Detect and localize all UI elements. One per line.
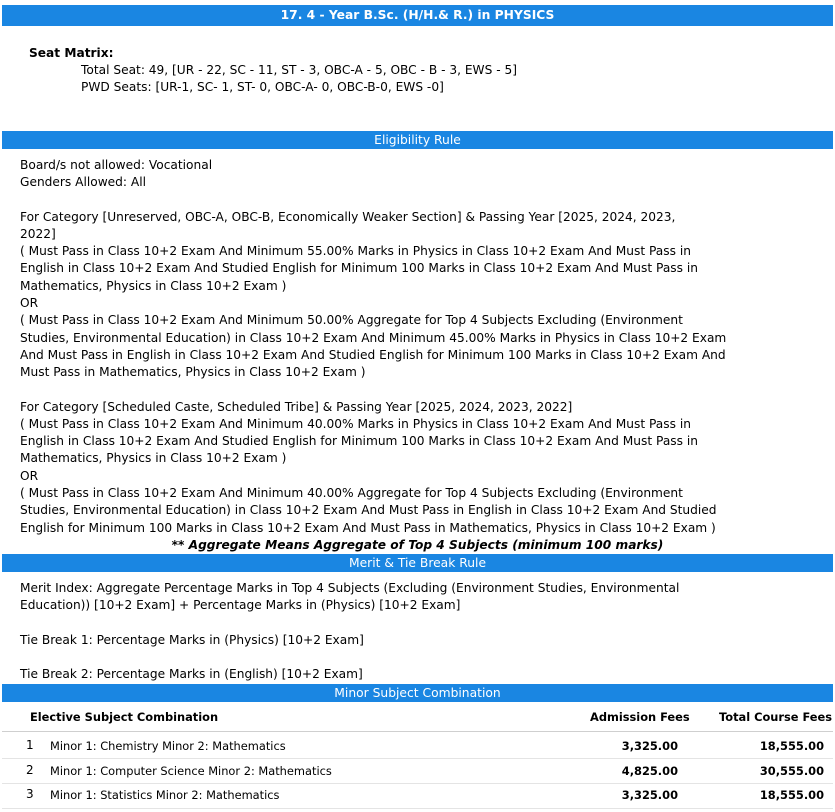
- eligibility-line: For Category [Scheduled Caste, Scheduled Tribe] & Passing Year [2025, 2024, 2023, 2022]: [20, 400, 573, 414]
- seat-matrix-total: Total Seat: 49, [UR - 22, SC - 11, ST - 3, OBC-A - 5, OBC - B - 3, EWS - 5]: [81, 63, 517, 77]
- merit-header: Merit & Tie Break Rule: [2, 554, 833, 572]
- table-header-divider: [2, 731, 833, 732]
- eligibility-line: Must Pass in Mathematics, Physics in Class 10+2 Exam ): [20, 365, 366, 379]
- seat-matrix-heading: Seat Matrix:: [29, 46, 114, 60]
- row-total-fee: 18,555.00: [759, 739, 824, 753]
- row-number: 1: [26, 738, 34, 752]
- eligibility-line: Board/s not allowed: Vocational: [20, 158, 213, 172]
- eligibility-line: English in Class 10+2 Exam And Studied English for Minimum 100 Marks in Class 10+2 Exam And Must Pass in: [20, 261, 698, 275]
- eligibility-line: ( Must Pass in Class 10+2 Exam And Minimum 55.00% Marks in Physics in Class 10+2 Exam And Must Pass in: [20, 244, 691, 258]
- eligibility-line: Genders Allowed: All: [20, 175, 146, 189]
- col-total-course-fees: Total Course Fees: [719, 710, 833, 724]
- eligibility-line: ( Must Pass in Class 10+2 Exam And Minimum 50.00% Aggregate for Top 4 Subjects Excluding (Environment: [20, 313, 683, 327]
- row-combination: Minor 1: Computer Science Minor 2: Mathematics: [50, 764, 332, 778]
- col-admission-fees: Admission Fees: [590, 710, 690, 724]
- row-total-fee: 18,555.00: [759, 788, 824, 802]
- eligibility-line: And Must Pass in English in Class 10+2 Exam And Studied English for Minimum 100 Marks in Class 10+2 Exam And: [20, 348, 726, 362]
- eligibility-line: Mathematics, Physics in Class 10+2 Exam ): [20, 451, 287, 465]
- eligibility-line: English in Class 10+2 Exam And Studied English for Minimum 100 Marks in Class 10+2 Exam And Must Pass in: [20, 434, 698, 448]
- merit-index-line: Merit Index: Aggregate Percentage Marks in Top 4 Subjects (Excluding (Environment Studies, Environmental: [20, 581, 680, 595]
- eligibility-line: ( Must Pass in Class 10+2 Exam And Minimum 40.00% Aggregate for Top 4 Subjects Excluding (Environment: [20, 486, 683, 500]
- tie-break-1: Tie Break 1: Percentage Marks in (Physics) [10+2 Exam]: [20, 633, 364, 647]
- eligibility-line: 2022]: [20, 227, 56, 241]
- row-number: 3: [26, 787, 34, 801]
- page-title: 17. 4 - Year B.Sc. (H/H.& R.) in PHYSICS: [2, 5, 833, 26]
- eligibility-line: ( Must Pass in Class 10+2 Exam And Minimum 40.00% Marks in Physics in Class 10+2 Exam And Must Pass in: [20, 417, 691, 431]
- aggregate-note: ** Aggregate Means Aggregate of Top 4 Subjects (minimum 100 marks): [171, 538, 664, 552]
- col-elective-combination: Elective Subject Combination: [30, 710, 219, 724]
- eligibility-line: Mathematics, Physics in Class 10+2 Exam ): [20, 279, 287, 293]
- row-combination: Minor 1: Statistics Minor 2: Mathematics: [50, 788, 280, 802]
- row-total-fee: 30,555.00: [759, 764, 824, 778]
- eligibility-line: English for Minimum 100 Marks in Class 10+2 Exam And Must Pass in Mathematics, Physics in Class 10+2 Exam ): [20, 521, 716, 535]
- eligibility-or: OR: [20, 469, 39, 483]
- seat-matrix-pwd: PWD Seats: [UR-1, SC- 1, ST- 0, OBC-A- 0, OBC-B-0, EWS -0]: [81, 80, 444, 94]
- table-row: [2, 759, 833, 783]
- row-admission-fee: 3,325.00: [621, 788, 678, 802]
- row-admission-fee: 4,825.00: [621, 764, 678, 778]
- eligibility-line: For Category [Unreserved, OBC-A, OBC-B, Economically Weaker Section] & Passing Year [2025, 2024, 2023,: [20, 210, 676, 224]
- minor-header: Minor Subject Combination: [2, 684, 833, 702]
- row-divider: [2, 808, 833, 809]
- row-admission-fee: 3,325.00: [621, 739, 678, 753]
- tie-break-2: Tie Break 2: Percentage Marks in (English) [10+2 Exam]: [20, 667, 363, 681]
- eligibility-line: Studies, Environmental Education) in Class 10+2 Exam And Minimum 45.00% Marks in Physics in Class 10+2 Exam: [20, 331, 727, 345]
- row-number: 2: [26, 763, 34, 777]
- table-row: [2, 734, 833, 758]
- table-row: [2, 784, 833, 808]
- merit-index-line: Education)) [10+2 Exam] + Percentage Marks in (Physics) [10+2 Exam]: [20, 598, 461, 612]
- row-combination: Minor 1: Chemistry Minor 2: Mathematics: [50, 739, 286, 753]
- eligibility-or: OR: [20, 296, 39, 310]
- eligibility-header: Eligibility Rule: [2, 131, 833, 149]
- eligibility-line: Studies, Environmental Education) in Class 10+2 Exam And Must Pass in English in Class 10+2 Exam And Studied: [20, 503, 717, 517]
